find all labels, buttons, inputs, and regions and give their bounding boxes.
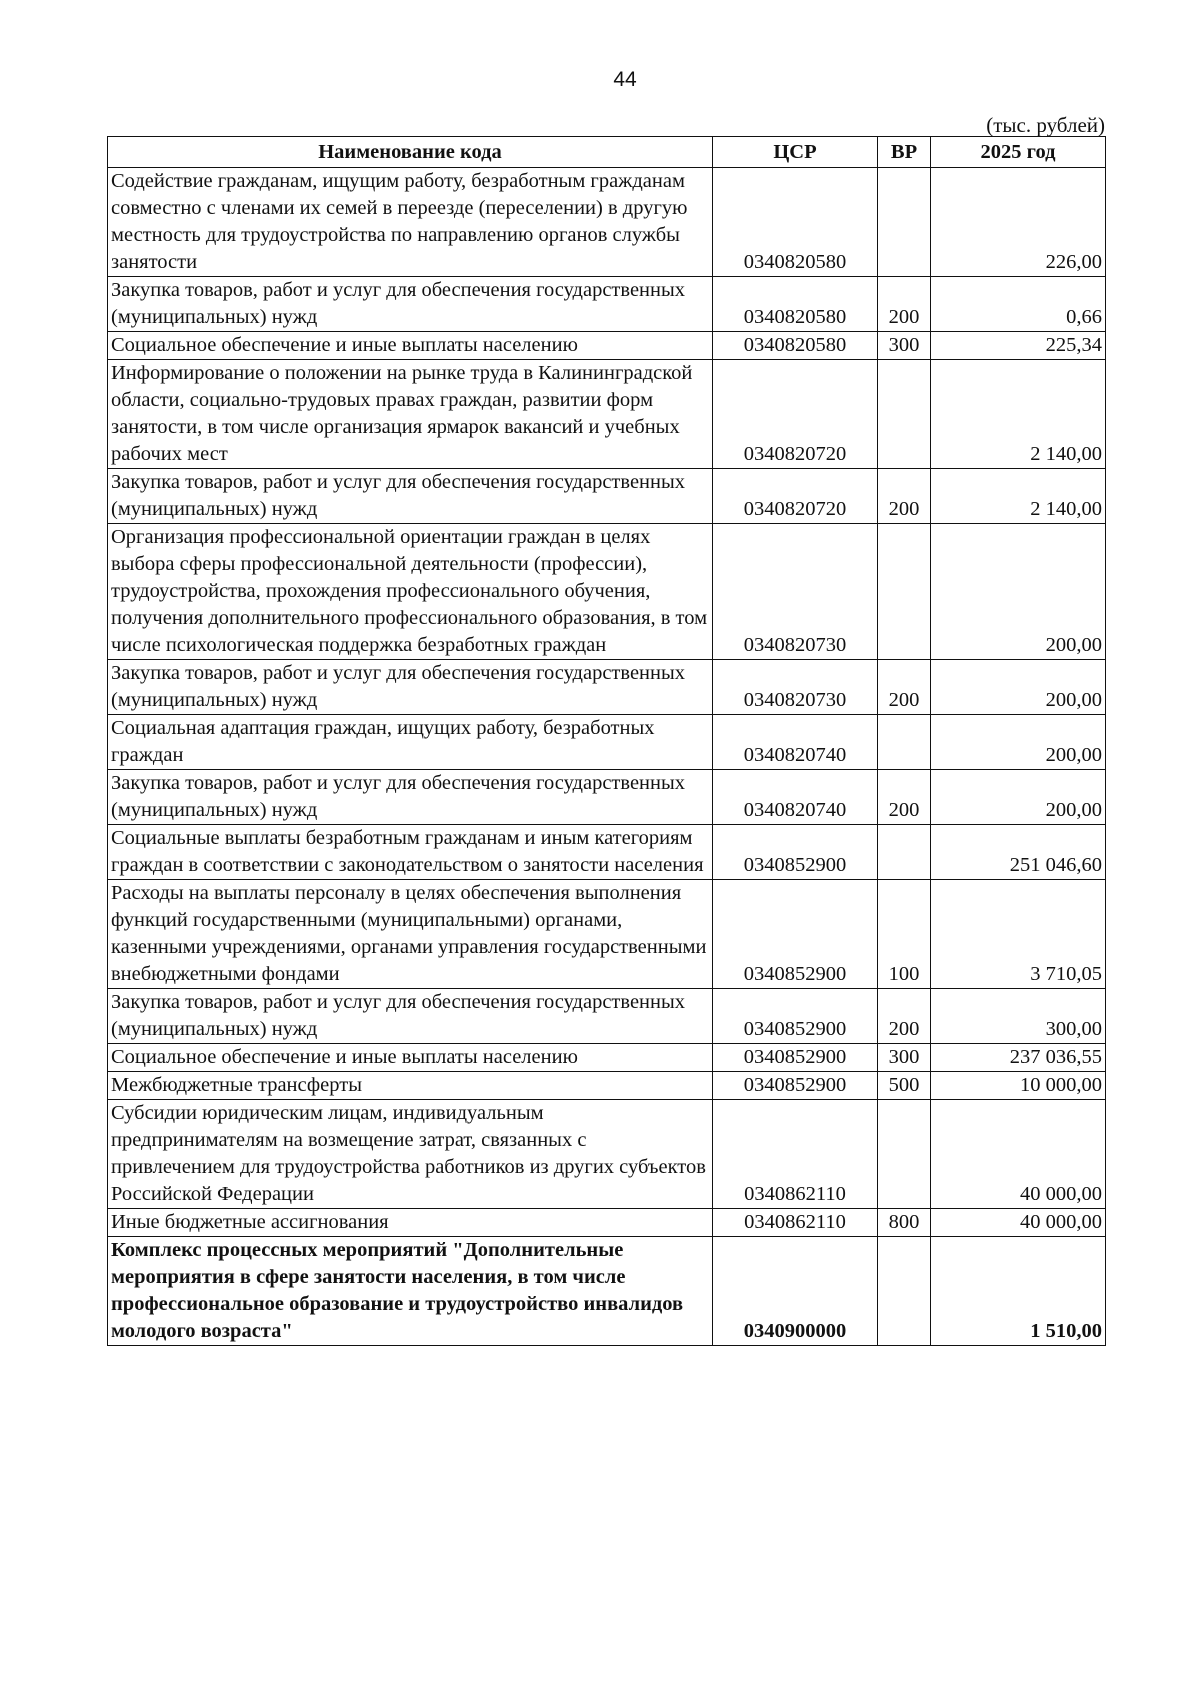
row-name-cell: Субсидии юридическим лицам, индивидуальным предпринимателям на возмещение затрат, связанных с привлечением для трудоустройства работников из других субъектов Российской Федерации [108, 1100, 713, 1209]
row-amount-cell: 237 036,55 [931, 1044, 1106, 1072]
table-row [108, 770, 1106, 825]
row-amount-cell: 200,00 [931, 660, 1106, 715]
row-csr-cell: 0340852900 [713, 989, 878, 1044]
row-vr-cell: 200 [878, 989, 931, 1044]
row-name-cell: Содействие гражданам, ищущим работу, безработным гражданам совместно с членами их семей в переезде (переселении) в другую местность для трудоустройства по направлению органов службы занятости [108, 168, 713, 277]
table-row [108, 1100, 1106, 1209]
table-body [108, 168, 1106, 1346]
row-amount-cell: 200,00 [931, 715, 1106, 770]
row-amount-cell: 2 140,00 [931, 469, 1106, 524]
row-vr-cell [878, 524, 931, 660]
table-row [108, 1072, 1106, 1100]
table-row [108, 360, 1106, 469]
row-csr-cell: 0340862110 [713, 1209, 878, 1237]
table-row [108, 332, 1106, 360]
row-amount-cell: 200,00 [931, 770, 1106, 825]
table-row [108, 168, 1106, 277]
row-vr-cell: 300 [878, 1044, 931, 1072]
table-row [108, 1209, 1106, 1237]
row-vr-cell: 500 [878, 1072, 931, 1100]
row-vr-cell [878, 168, 931, 277]
row-amount-cell: 0,66 [931, 277, 1106, 332]
row-csr-cell: 0340820730 [713, 524, 878, 660]
row-name-cell: Социальное обеспечение и иные выплаты населению [108, 332, 713, 360]
row-vr-cell: 200 [878, 770, 931, 825]
row-name-cell: Организация профессиональной ориентации граждан в целях выбора сферы профессиональной деятельности (профессии), трудоустройства, прохождения профессионального обучения, получения дополнительного профессионального образования, в том числе психологическая поддержка безработных граждан [108, 524, 713, 660]
header-name: Наименование кода [108, 137, 713, 168]
table-row [108, 1044, 1106, 1072]
row-name-cell: Информирование о положении на рынке труда в Калининградской области, социально-трудовых правах граждан, развитии форм занятости, в том числе организация ярмарок вакансий и учебных рабочих мест [108, 360, 713, 469]
row-amount-cell: 2 140,00 [931, 360, 1106, 469]
row-amount-cell: 40 000,00 [931, 1100, 1106, 1209]
row-csr-cell: 0340852900 [713, 1072, 878, 1100]
table-row [108, 469, 1106, 524]
table-row [108, 825, 1106, 880]
row-vr-cell [878, 360, 931, 469]
row-csr-cell: 0340900000 [713, 1237, 878, 1346]
row-amount-cell: 40 000,00 [931, 1209, 1106, 1237]
row-vr-cell [878, 715, 931, 770]
row-vr-cell [878, 825, 931, 880]
row-name-cell: Закупка товаров, работ и услуг для обеспечения государственных (муниципальных) нужд [108, 770, 713, 825]
row-vr-cell: 200 [878, 660, 931, 715]
header-vr: ВР [878, 137, 931, 168]
row-vr-cell: 100 [878, 880, 931, 989]
units-label: (тыс. рублей) [986, 113, 1105, 137]
page-number: 44 [613, 68, 637, 91]
row-csr-cell: 0340820720 [713, 469, 878, 524]
table-row [108, 715, 1106, 770]
row-amount-cell: 251 046,60 [931, 825, 1106, 880]
row-csr-cell: 0340852900 [713, 880, 878, 989]
row-name-cell: Социальные выплаты безработным гражданам и иным категориям граждан в соответствии с законодательством о занятости населения [108, 825, 713, 880]
row-vr-cell: 200 [878, 469, 931, 524]
row-csr-cell: 0340820720 [713, 360, 878, 469]
row-vr-cell: 800 [878, 1209, 931, 1237]
row-name-cell: Социальная адаптация граждан, ищущих работу, безработных граждан [108, 715, 713, 770]
row-csr-cell: 0340820580 [713, 332, 878, 360]
row-amount-cell: 10 000,00 [931, 1072, 1106, 1100]
row-name-cell: Закупка товаров, работ и услуг для обеспечения государственных (муниципальных) нужд [108, 660, 713, 715]
row-name-cell: Межбюджетные трансферты [108, 1072, 713, 1100]
row-csr-cell: 0340852900 [713, 825, 878, 880]
table-row [108, 989, 1106, 1044]
row-csr-cell: 0340862110 [713, 1100, 878, 1209]
row-amount-cell: 226,00 [931, 168, 1106, 277]
row-amount-cell: 1 510,00 [931, 1237, 1106, 1346]
row-csr-cell: 0340820740 [713, 770, 878, 825]
budget-table [107, 136, 1106, 1346]
row-vr-cell [878, 1237, 931, 1346]
table-row [108, 1237, 1106, 1346]
row-csr-cell: 0340820580 [713, 277, 878, 332]
row-name-cell: Комплекс процессных мероприятий "Дополнительные мероприятия в сфере занятости населения, в том числе профессиональное образование и трудоустройство инвалидов молодого возраста" [108, 1237, 713, 1346]
row-csr-cell: 0340820740 [713, 715, 878, 770]
row-amount-cell: 200,00 [931, 524, 1106, 660]
row-name-cell: Закупка товаров, работ и услуг для обеспечения государственных (муниципальных) нужд [108, 277, 713, 332]
row-vr-cell: 300 [878, 332, 931, 360]
row-name-cell: Расходы на выплаты персоналу в целях обеспечения выполнения функций государственными (муниципальными) органами, казенными учреждениями, органами управления государственными внебюджетными фондами [108, 880, 713, 989]
row-name-cell: Закупка товаров, работ и услуг для обеспечения государственных (муниципальных) нужд [108, 989, 713, 1044]
header-csr: ЦСР [713, 137, 878, 168]
row-csr-cell: 0340852900 [713, 1044, 878, 1072]
row-vr-cell [878, 1100, 931, 1209]
row-name-cell: Закупка товаров, работ и услуг для обеспечения государственных (муниципальных) нужд [108, 469, 713, 524]
row-amount-cell: 3 710,05 [931, 880, 1106, 989]
row-csr-cell: 0340820580 [713, 168, 878, 277]
header-year: 2025 год [931, 137, 1106, 168]
row-vr-cell: 200 [878, 277, 931, 332]
table-row [108, 524, 1106, 660]
table-row [108, 660, 1106, 715]
row-amount-cell: 300,00 [931, 989, 1106, 1044]
table-header-row [108, 137, 1106, 168]
row-name-cell: Иные бюджетные ассигнования [108, 1209, 713, 1237]
row-csr-cell: 0340820730 [713, 660, 878, 715]
table-row [108, 277, 1106, 332]
row-name-cell: Социальное обеспечение и иные выплаты населению [108, 1044, 713, 1072]
table-row [108, 880, 1106, 989]
row-amount-cell: 225,34 [931, 332, 1106, 360]
